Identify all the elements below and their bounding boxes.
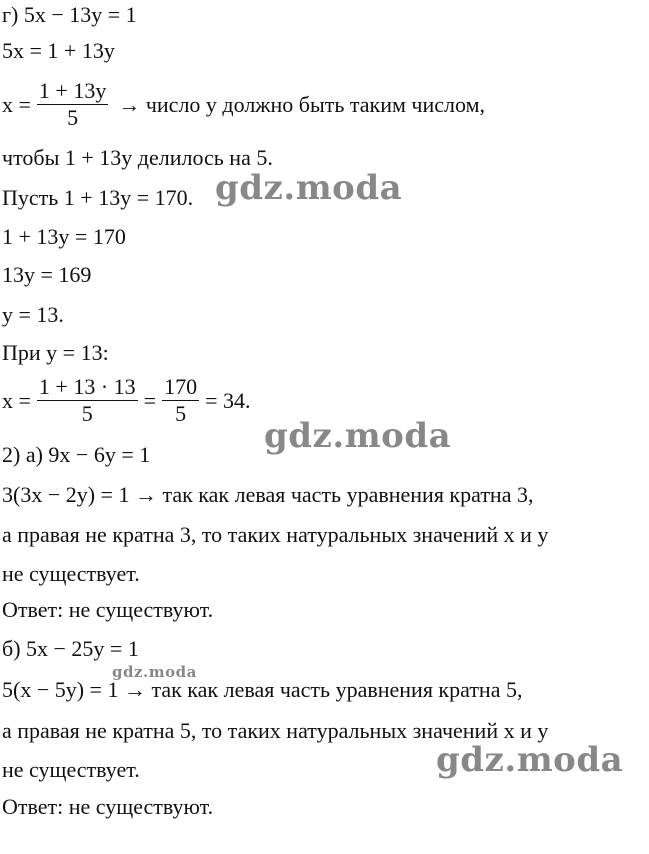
line-10-tail: = 34. — [205, 387, 251, 413]
equals-sign: = — [143, 387, 157, 413]
line-18: а правая не кратна 5, то таких натуральных значений x и y — [2, 718, 549, 743]
fraction — [162, 374, 199, 427]
line-1: г) 5x − 13y = 1 — [2, 2, 137, 27]
fraction-numerator: 1 + 13 · 13 — [38, 374, 136, 399]
line-11: 2) а) 9x − 6y = 1 — [2, 442, 151, 467]
line-3-text: → число y должно быть таким числом, — [118, 91, 486, 117]
fraction — [37, 374, 138, 427]
line-6: 1 + 13y = 170 — [2, 224, 126, 249]
fraction-denominator: 5 — [175, 401, 187, 426]
fraction-denominator: 5 — [81, 401, 93, 426]
fraction-numerator: 170 — [164, 374, 198, 399]
line-12: 3(3x − 2y) = 1 → так как левая часть уравнения кратна 3, — [2, 482, 534, 507]
fraction-numerator: 1 + 13y — [38, 78, 107, 103]
line-10-fraction — [2, 374, 251, 427]
line-14: не существует. — [2, 561, 140, 586]
line-4: чтобы 1 + 13y делилось на 5. — [2, 145, 273, 170]
watermark: gdz.moda — [264, 416, 452, 456]
line-9: При y = 13: — [2, 340, 109, 365]
fraction-denominator: 5 — [67, 105, 79, 130]
line-2: 5x = 1 + 13y — [2, 38, 115, 63]
line-5: Пусть 1 + 13y = 170. — [2, 185, 194, 210]
line-3-fraction — [2, 78, 485, 131]
line-20: Ответ: не существуют. — [2, 794, 214, 819]
line-17: 5(x − 5y) = 1 → так как левая часть уравнения кратна 5, — [2, 677, 523, 702]
fraction — [37, 78, 108, 131]
watermark: gdz.moda — [215, 168, 403, 208]
line-10-lhs: x = — [2, 387, 31, 413]
line-13: а правая не кратна 3, то таких натуральных значений x и y — [2, 522, 549, 547]
line-8: y = 13. — [2, 302, 64, 327]
line-15: Ответ: не существуют. — [2, 597, 214, 622]
line-16: б) 5x − 25y = 1 — [2, 636, 139, 661]
line-3-lhs: x = — [2, 91, 31, 117]
watermark: gdz.moda — [112, 663, 197, 681]
watermark: gdz.moda — [436, 740, 624, 780]
line-7: 13y = 169 — [2, 262, 92, 287]
line-19: не существует. — [2, 757, 140, 782]
